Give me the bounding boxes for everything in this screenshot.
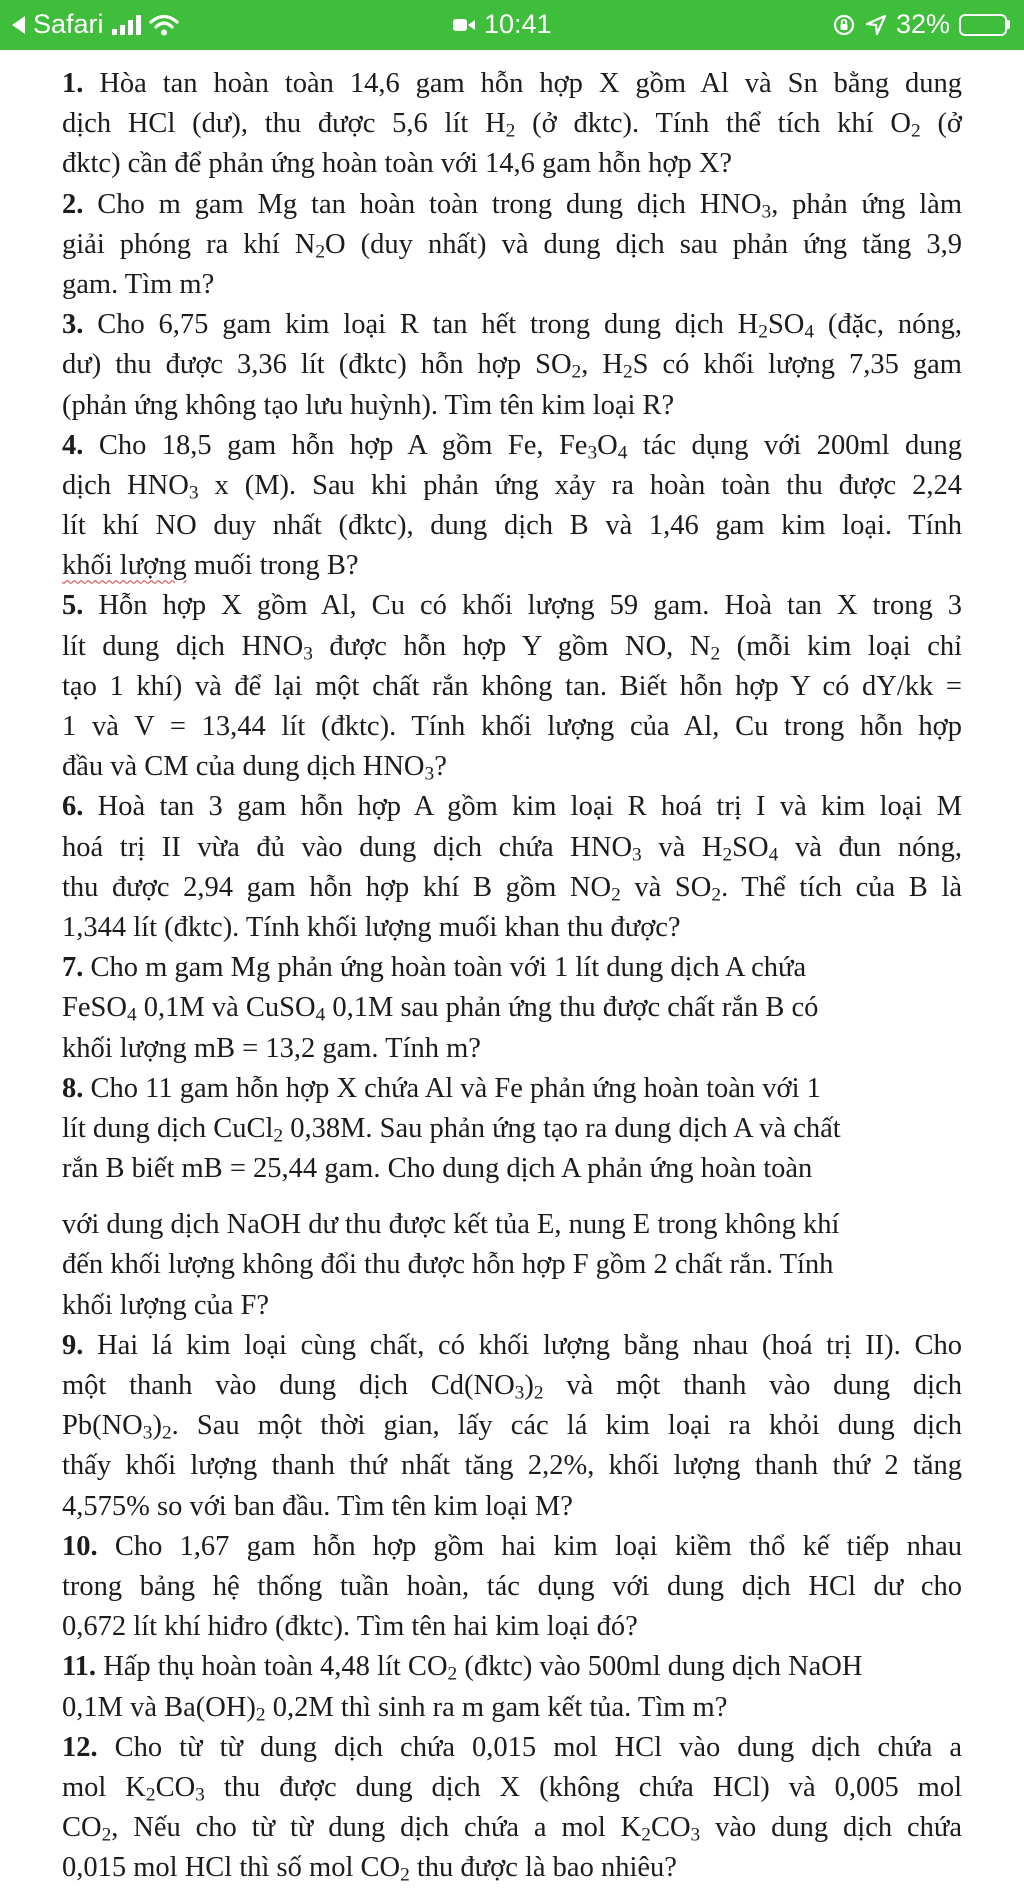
problem-number: 9. <box>62 1329 84 1361</box>
problem-line: 11. Hấp thụ hoàn toàn 4,48 lít $CO_2$ (đktc) vào 500ml dung dịch NaOH <box>62 1651 863 1685</box>
problem-line: trong bảng hệ thống tuần hoàn, tác dụng với dung dịch HCl dư cho <box>62 1570 962 1602</box>
problem-number: 6. <box>62 791 84 823</box>
problem-line: 1,344 lít (đktc). Tính khối lượng muối khan thu được? <box>62 911 681 943</box>
battery-percent: 32% <box>895 9 950 39</box>
problem-line: 0,672 lít khí hiđro (đktc). Tìm tên hai kim loại đó? <box>62 1611 638 1643</box>
problem-line: 1 và V = 13,44 lít (đktc). Tính khối lượng của Al, Cu trong hỗn hợp <box>62 711 962 742</box>
problem-4 <box>62 426 962 587</box>
problem-9 <box>62 1326 962 1527</box>
problem-line: gam. Tìm m? <box>62 268 215 300</box>
problem-line: $Pb(NO_3)_2$. Sau một thời gian, lấy các lá kim loại ra khỏi dung dịch <box>62 1410 962 1444</box>
problem-line: với dung dịch NaOH dư thu được kết tủa E, nung E trong không khí <box>62 1209 840 1241</box>
problem-line: 4,575% so với ban đầu. Tìm tên kim loại M? <box>62 1490 573 1522</box>
problem-line: dịch $HNO_3$ x (M). Sau khi phản ứng xảy ra hoàn toàn thu được 2,24 <box>62 469 962 504</box>
problem-3 <box>62 305 962 426</box>
problem-line: (phản ứng không tạo lưu huỳnh). Tìm tên kim loại R? <box>62 389 675 421</box>
problem-line: 7. Cho m gam Mg phản ứng hoàn toàn với 1 lít dung dịch A chứa <box>62 952 807 984</box>
clock-area <box>452 9 552 40</box>
problem-line: 12. Cho từ từ dung dịch chứa 0,015 mol HCl vào dung dịch chứa a <box>62 1731 963 1763</box>
problem-line: thu được 2,94 gam hỗn hợp khí B gồm $NO_2$ và $SO_2$. Thể tích của B là <box>62 871 963 905</box>
problem-number: 8. <box>62 1072 84 1104</box>
status-icons <box>832 9 1010 40</box>
problem-line: 9. Hai lá kim loại cùng chất, có khối lượng bằng nhau (hoá trị II). Cho <box>62 1329 962 1361</box>
problem-number: 11. <box>62 1651 97 1683</box>
problem-line: giải phóng ra khí $N_2O$ (duy nhất) và dung dịch sau phản ứng tăng 3,9 <box>62 228 962 262</box>
problem-line: khối lượng của F? <box>62 1289 270 1321</box>
problem-line: hoá trị II vừa đủ vào dung dịch chứa $HNO_3$ và $H_2SO_4$ và đun nóng, <box>62 831 962 865</box>
problem-line: khối lượng mB = 13,2 gam. Tính m? <box>62 1032 481 1064</box>
problem-8 <box>62 1069 962 1326</box>
problem-line: FeSO$_4$ 0,1M và CuSO$_4$ 0,1M sau phản ứng thu được chất rắn B có <box>62 992 819 1026</box>
screen-recording-icon <box>452 16 476 34</box>
problem-line: 0,1M và $Ba(OH)_2$ 0,2M thì sinh ra m gam kết tủa. Tìm m? <box>62 1691 728 1725</box>
problem-10 <box>62 1527 962 1648</box>
problem-line: lít dung dịch CuCl$_2$ 0,38M. Sau phản ứng tạo ra dung dịch A và chất <box>62 1112 841 1147</box>
problem-line: 0,015 mol HCl thì số mol $CO_2$ thu được là bao nhiêu? <box>62 1852 677 1886</box>
problem-line: đktc) cần để phản ứng hoàn toàn với 14,6 gam hỗn hợp X? <box>62 148 733 180</box>
problem-line: mol $K_2CO_3$ thu được dung dịch X (không chứa HCl) và 0,005 mol <box>62 1771 962 1806</box>
problem-line: 10. Cho 1,67 gam hỗn hợp gồm hai kim loại kiềm thổ kế tiếp nhau <box>62 1530 962 1562</box>
back-arrow-icon[interactable] <box>12 16 25 34</box>
problem-line: 2. Cho m gam Mg tan hoàn toàn trong dung dịch $HNO_3$, phản ứng làm <box>62 188 962 222</box>
location-arrow-icon <box>865 14 887 36</box>
problem-line: 1. Hòa tan hoàn toàn 14,6 gam hỗn hợp X gồm Al và Sn bằng dung <box>62 68 963 99</box>
problem-number: 12. <box>62 1731 98 1763</box>
problem-number: 5. <box>62 590 84 622</box>
problem-6 <box>62 787 962 948</box>
problem-line: thấy khối lượng thanh thứ nhất tăng 2,2%, khối lượng thanh thứ 2 tăng <box>62 1450 962 1482</box>
back-app-label[interactable]: Safari <box>33 9 104 39</box>
signal-bars-icon <box>112 15 141 35</box>
problem-line: khối lượng muối trong B? <box>62 550 359 582</box>
problem-line: rắn B biết mB = 25,44 gam. Cho dung dịch A phản ứng hoàn toàn <box>62 1153 813 1185</box>
problem-2 <box>62 185 962 306</box>
problem-text <box>62 64 962 1888</box>
problem-line: một thanh vào dung dịch $Cd(NO_3)_2$ và một thanh vào dung dịch <box>62 1370 962 1404</box>
problem-line: $CO_2$, Nếu cho từ từ dung dịch chứa a mol $K_2CO_3$ vào dung dịch chứa <box>62 1812 962 1846</box>
problem-line: đầu và CM của dung dịch $HNO_3$? <box>62 751 447 785</box>
problem-line: lít dung dịch $HNO_3$ được hỗn hợp Y gồm NO, $N_2$ (mỗi kim loại chỉ <box>62 630 963 664</box>
problem-line: 5. Hỗn hợp X gồm Al, Cu có khối lượng 59 gam. Hoà tan X trong 3 <box>62 590 963 622</box>
problem-number: 3. <box>62 309 84 341</box>
back-to-app[interactable] <box>12 9 179 40</box>
orientation-lock-icon <box>832 13 856 37</box>
problem-line: dư) thu được 3,36 lít (đktc) hỗn hợp $SO_2$, $H_2S$ có khối lượng 7,35 gam <box>62 349 962 383</box>
problem-line: 8. Cho 11 gam hỗn hợp X chứa Al và Fe phản ứng hoàn toàn với 1 <box>62 1072 821 1104</box>
problem-1 <box>62 64 962 185</box>
problem-number: 1. <box>62 68 84 99</box>
problem-number: 2. <box>62 188 84 220</box>
clock-time: 10:41 <box>484 9 552 39</box>
problem-line: tạo 1 khí) và để lại một chất rắn không tan. Biết hỗn hợp Y có dY/kk = <box>62 670 962 702</box>
problem-7 <box>62 948 962 1069</box>
battery-icon <box>959 14 1007 36</box>
problem-5 <box>62 586 962 787</box>
problem-line: 6. Hoà tan 3 gam hỗn hợp A gồm kim loại R hoá trị I và kim loại M <box>62 791 963 823</box>
problem-line: 4. Cho 18,5 gam hỗn hợp A gồm Fe, $Fe_3O_4$ tác dụng với 200ml dung <box>62 429 962 463</box>
problem-12 <box>62 1728 962 1888</box>
problem-number: 4. <box>62 429 84 461</box>
problem-number: 10. <box>62 1530 98 1562</box>
problem-line: đến khối lượng không đổi thu được hỗn hợp F gồm 2 chất rắn. Tính <box>62 1249 834 1281</box>
wifi-icon <box>149 14 179 36</box>
status-bar <box>0 0 1024 50</box>
problem-11 <box>62 1647 962 1727</box>
problem-line: dịch HCl (dư), thu được 5,6 lít $H_2$ (ở đktc). Tính thể tích khí $O_2$ (ở <box>62 108 963 142</box>
problem-line: 3. Cho 6,75 gam kim loại R tan hết trong dung dịch $H_2SO_4$ (đặc, nóng, <box>62 309 962 343</box>
problem-line: lít khí NO duy nhất (đktc), dung dịch B và 1,46 gam kim loại. Tính <box>62 510 962 542</box>
problem-number: 7. <box>62 952 84 984</box>
